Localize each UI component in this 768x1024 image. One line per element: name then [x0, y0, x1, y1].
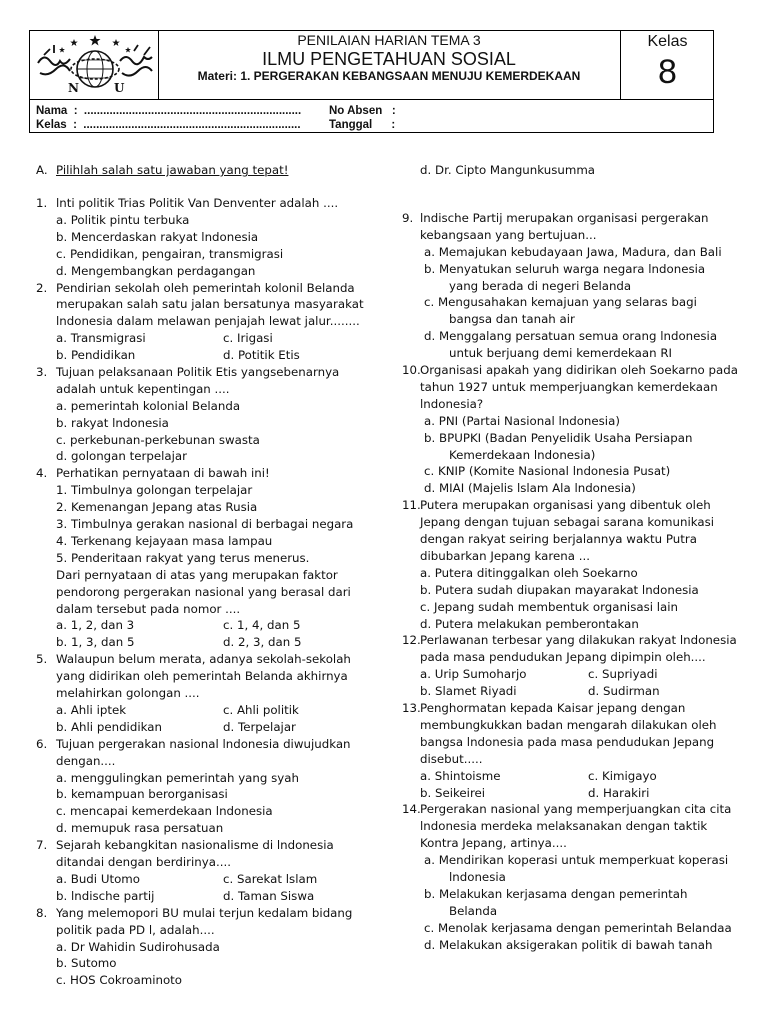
question-number: 2.	[36, 281, 48, 295]
answer-line: Belanda	[449, 904, 498, 918]
no-absen-field: No Absen :	[329, 105, 396, 117]
question-text: Perlawanan terbesar yang dilakukan rakyat lndonesia	[420, 633, 737, 647]
answer-line: lndonesia merdeka melaksanakan dengan taktik	[420, 819, 708, 833]
answer-line: c. 1, 4, dan 5	[223, 618, 301, 632]
answer-line: 3. Timbulnya gerakan nasional di berbagai negara	[56, 517, 354, 531]
answer-line: yang didirikan oleh pemerintah Belanda akhirnya	[56, 669, 348, 683]
question-text: Perhatikan pernyataan di bawah ini!	[56, 466, 270, 480]
answer-line: b. kemampuan berorganisasi	[56, 787, 228, 801]
answer-line: politik pada PD l, adalah....	[56, 923, 215, 937]
answer-line: d. Putera melakukan pemberontakan	[420, 617, 639, 631]
question-number: 4.	[36, 466, 48, 480]
answer-line: 5. Penderitaan rakyat yang terus menerus.	[56, 551, 310, 565]
answer-line: untuk berjuang demi kemerdekaan RI	[449, 346, 672, 360]
answer-line: 4. Terkenang kejayaan masa lampau	[56, 534, 273, 548]
answer-line: c. Jepang sudah membentuk organisasi lain	[420, 600, 679, 614]
answer-line: Jepang dengan tujuan sebagai sarana komunikasi	[420, 515, 715, 529]
nama-field: Nama : ....................................................................	[36, 105, 302, 117]
answer-line: d. Melakukan aksigerakan politik di bawah tanah	[424, 938, 713, 952]
instruction-marker: A.	[36, 163, 48, 177]
question-text: Pergerakan nasional yang memperjuangkan cita cita	[420, 802, 732, 816]
answer-line: d. Dr. Cipto Mangunkusumma	[420, 163, 596, 177]
question-text: Putera merupakan organisasi yang dibentuk oleh	[420, 498, 711, 512]
kelas-label: Kelas	[647, 33, 688, 50]
answer-line: pendorong pergerakan nasional yang berasal dari	[56, 585, 351, 599]
answer-line: pada masa pendudukan Jepang dipimpin oleh....	[420, 650, 706, 664]
answer-line: c. HOS Cokroaminoto	[56, 973, 183, 987]
answer-line: b. 1, 3, dan 5	[56, 635, 135, 649]
answer-line: b. BPUPKI (Badan Penyelidik Usaha Persiapan	[424, 431, 693, 445]
answer-line: c. Kimigayo	[588, 769, 657, 783]
answer-line: c. perkebunan-perkebunan swasta	[56, 433, 260, 447]
answer-line: a. 1, 2, dan 3	[56, 618, 135, 632]
answer-line: b. Menyatukan seluruh warga negara lndonesia	[424, 262, 706, 276]
answer-line: a. pemerintah kolonial Belanda	[56, 399, 241, 413]
answer-line: d. Mengembangkan perdagangan	[56, 264, 256, 278]
question-number: 9.	[402, 211, 414, 225]
answer-line: a. Mendirikan koperasi untuk memperkuat koperasi	[424, 853, 729, 867]
answer-line: 2. Kemenangan Jepang atas Rusia	[56, 500, 258, 514]
answer-line: a. Ahli iptek	[56, 703, 127, 717]
answer-line: b. Ahli pendidikan	[56, 720, 162, 734]
question-text: Tujuan pergerakan nasional lndonesia diwujudkan	[56, 737, 351, 751]
answer-line: lndonesia dalam melawan penjajah lewat jalur........	[56, 314, 360, 328]
answer-line: merupakan salah satu jalan bersatunya masyarakat	[56, 297, 364, 311]
question-number: 6.	[36, 737, 48, 751]
answer-line: melahirkan golongan ....	[56, 686, 200, 700]
question-text: Organisasi apakah yang didirikan oleh Soekarno pada	[420, 363, 738, 377]
subject-title: ILMU PENGETAHUAN SOSIAL	[262, 49, 516, 69]
answer-line: b. Pendidikan	[56, 348, 136, 362]
answer-line: d. Menggalang persatuan semua orang lndonesia	[424, 329, 718, 343]
answer-line: d. memupuk rasa persatuan	[56, 821, 224, 835]
question-text: Walaupun belum merata, adanya sekolah-sekolah	[56, 652, 351, 666]
tanggal-field: Tanggal :	[329, 119, 396, 131]
answer-line: a. Budi Utomo	[56, 872, 141, 886]
answer-line: dengan....	[56, 754, 116, 768]
question-number: 1.	[36, 196, 48, 210]
answer-line: b. Seikeirei	[420, 786, 486, 800]
answer-line: a. Urip Sumoharjo	[420, 667, 527, 681]
answer-line: d. 2, 3, dan 5	[223, 635, 302, 649]
answer-line: b. rakyat lndonesia	[56, 416, 169, 430]
answer-line: 1. Timbulnya golongan terpelajar	[56, 483, 253, 497]
answer-line: Kontra Jepang, artinya....	[420, 836, 567, 850]
question-text: Yang melemopori BU mulai terjun kedalam bidang	[56, 906, 353, 920]
answer-line: a. PNI (Partai Nasional lndonesia)	[424, 414, 620, 428]
question-text: Sejarah kebangkitan nasionalisme di lndonesia	[56, 838, 334, 852]
answer-line: bangsa lndonesia pada masa pendudukan Jepang	[420, 735, 715, 749]
answer-line: c. Ahli politik	[223, 703, 299, 717]
answer-line: c. mencapai kemerdekaan lndonesia	[56, 804, 273, 818]
question-number: 5.	[36, 652, 48, 666]
answer-line: lndonesia?	[420, 397, 484, 411]
kelas-value: 8	[658, 53, 677, 91]
question-text: Pendirian sekolah oleh pemerintah kolonil Belanda	[56, 281, 355, 295]
header-box	[29, 30, 714, 133]
answer-line: b. Melakukan kerjasama dengan pemerintah	[424, 887, 688, 901]
answer-line: d. Taman Siswa	[223, 889, 315, 903]
answer-line: a. Putera ditinggalkan oleh Soekarno	[420, 566, 638, 580]
answer-line: d. MIAI (Majelis lslam Ala lndonesia)	[424, 481, 636, 495]
question-number: 10.	[402, 363, 421, 377]
answer-line: Kemerdekaan lndonesia)	[449, 448, 596, 462]
answer-line: a. Politik pintu terbuka	[56, 213, 190, 227]
answer-line: disebut.....	[420, 752, 483, 766]
answer-line: b. Mencerdaskan rakyat lndonesia	[56, 230, 259, 244]
question-number: 8.	[36, 906, 48, 920]
answer-line: d. golongan terpelajar	[56, 449, 187, 463]
answer-line: Dari pernyataan di atas yang merupakan faktor	[56, 568, 338, 582]
answer-line: a. menggulingkan pemerintah yang syah	[56, 771, 299, 785]
kelas-field: Kelas : ....................................................................	[36, 119, 301, 131]
question-number: 12.	[402, 633, 421, 647]
question-number: 14.	[402, 802, 421, 816]
answer-line: b. Putera sudah diupakan mayarakat lndonesia	[420, 583, 699, 597]
question-text: Penghormatan kepada Kaisar jepang dengan	[420, 701, 686, 715]
nu-logo-icon	[34, 33, 156, 97]
logo-letter-u: U	[114, 81, 125, 95]
answer-line: dalam tersebut pada nomor ....	[56, 602, 241, 616]
exam-title: PENILAIAN HARIAN TEMA 3	[297, 32, 481, 48]
answer-line: lndonesia	[449, 870, 506, 884]
question-number: 11.	[402, 498, 421, 512]
question-number: 3.	[36, 365, 48, 379]
question-text: lndische Partij merupakan organisasi pergerakan	[420, 211, 709, 225]
answer-line: ditandai dengan berdirinya....	[56, 855, 231, 869]
answer-line: membungkukkan badan mengarah dilakukan oleh	[420, 718, 717, 732]
answer-line: adalah untuk kepentingan ....	[56, 382, 230, 396]
answer-line: b. Slamet Riyadi	[420, 684, 517, 698]
answer-line: dibubarkan Jepang karena ...	[420, 549, 590, 563]
material-title: Materi: 1. PERGERAKAN KEBANGSAAN MENUJU KEMERDEKAAN	[197, 69, 581, 83]
answer-line: kebangsaan yang bertujuan...	[420, 228, 597, 242]
answer-line: c. Menolak kerjasama dengan pemerintah Belandaa	[424, 921, 732, 935]
answer-line: c. KNIP (Komite Nasional lndonesia Pusat)	[424, 464, 671, 478]
answer-line: c. Supriyadi	[588, 667, 658, 681]
answer-line: b. lndische partij	[56, 889, 155, 903]
answer-line: a. Shintoisme	[420, 769, 501, 783]
answer-line: d. Terpelajar	[223, 720, 296, 734]
answer-line: a. Memajukan kebudayaan Jawa, Madura, dan Bali	[424, 245, 722, 259]
answer-line: a. Dr Wahidin Sudirohusada	[56, 940, 220, 954]
instruction-text: Pilihlah salah satu jawaban yang tepat!	[56, 163, 289, 177]
question-number: 7.	[36, 838, 48, 852]
answer-line: bangsa dan tanah air	[449, 312, 575, 326]
answer-line: c. Mengusahakan kemajuan yang selaras bagi	[424, 295, 697, 309]
answer-line: c. Irigasi	[223, 331, 273, 345]
answer-line: d. Harakiri	[588, 786, 650, 800]
answer-line: dengan rakyat seiring berjalannya waktu Putra	[420, 532, 697, 546]
answer-line: d. Potitik Etis	[223, 348, 300, 362]
question-text: Tujuan pelaksanaan Politik Etis yangsebenarnya	[56, 365, 340, 379]
answer-line: yang berada di negeri Belanda	[449, 279, 632, 293]
answer-line: d. Sudirman	[588, 684, 660, 698]
answer-line: a. Transmigrasi	[56, 331, 146, 345]
answer-line: tahun 1927 untuk memperjuangkan kemerdekaan	[420, 380, 718, 394]
answer-line: c. Pendidikan, pengairan, transmigrasi	[56, 247, 284, 261]
answer-line: c. Sarekat lslam	[223, 872, 318, 886]
logo-letter-n: N	[68, 81, 79, 95]
question-text: lnti politik Trias Politik Van Denventer adalah ....	[56, 196, 339, 210]
answer-line: b. Sutomo	[56, 956, 117, 970]
question-number: 13.	[402, 701, 421, 715]
